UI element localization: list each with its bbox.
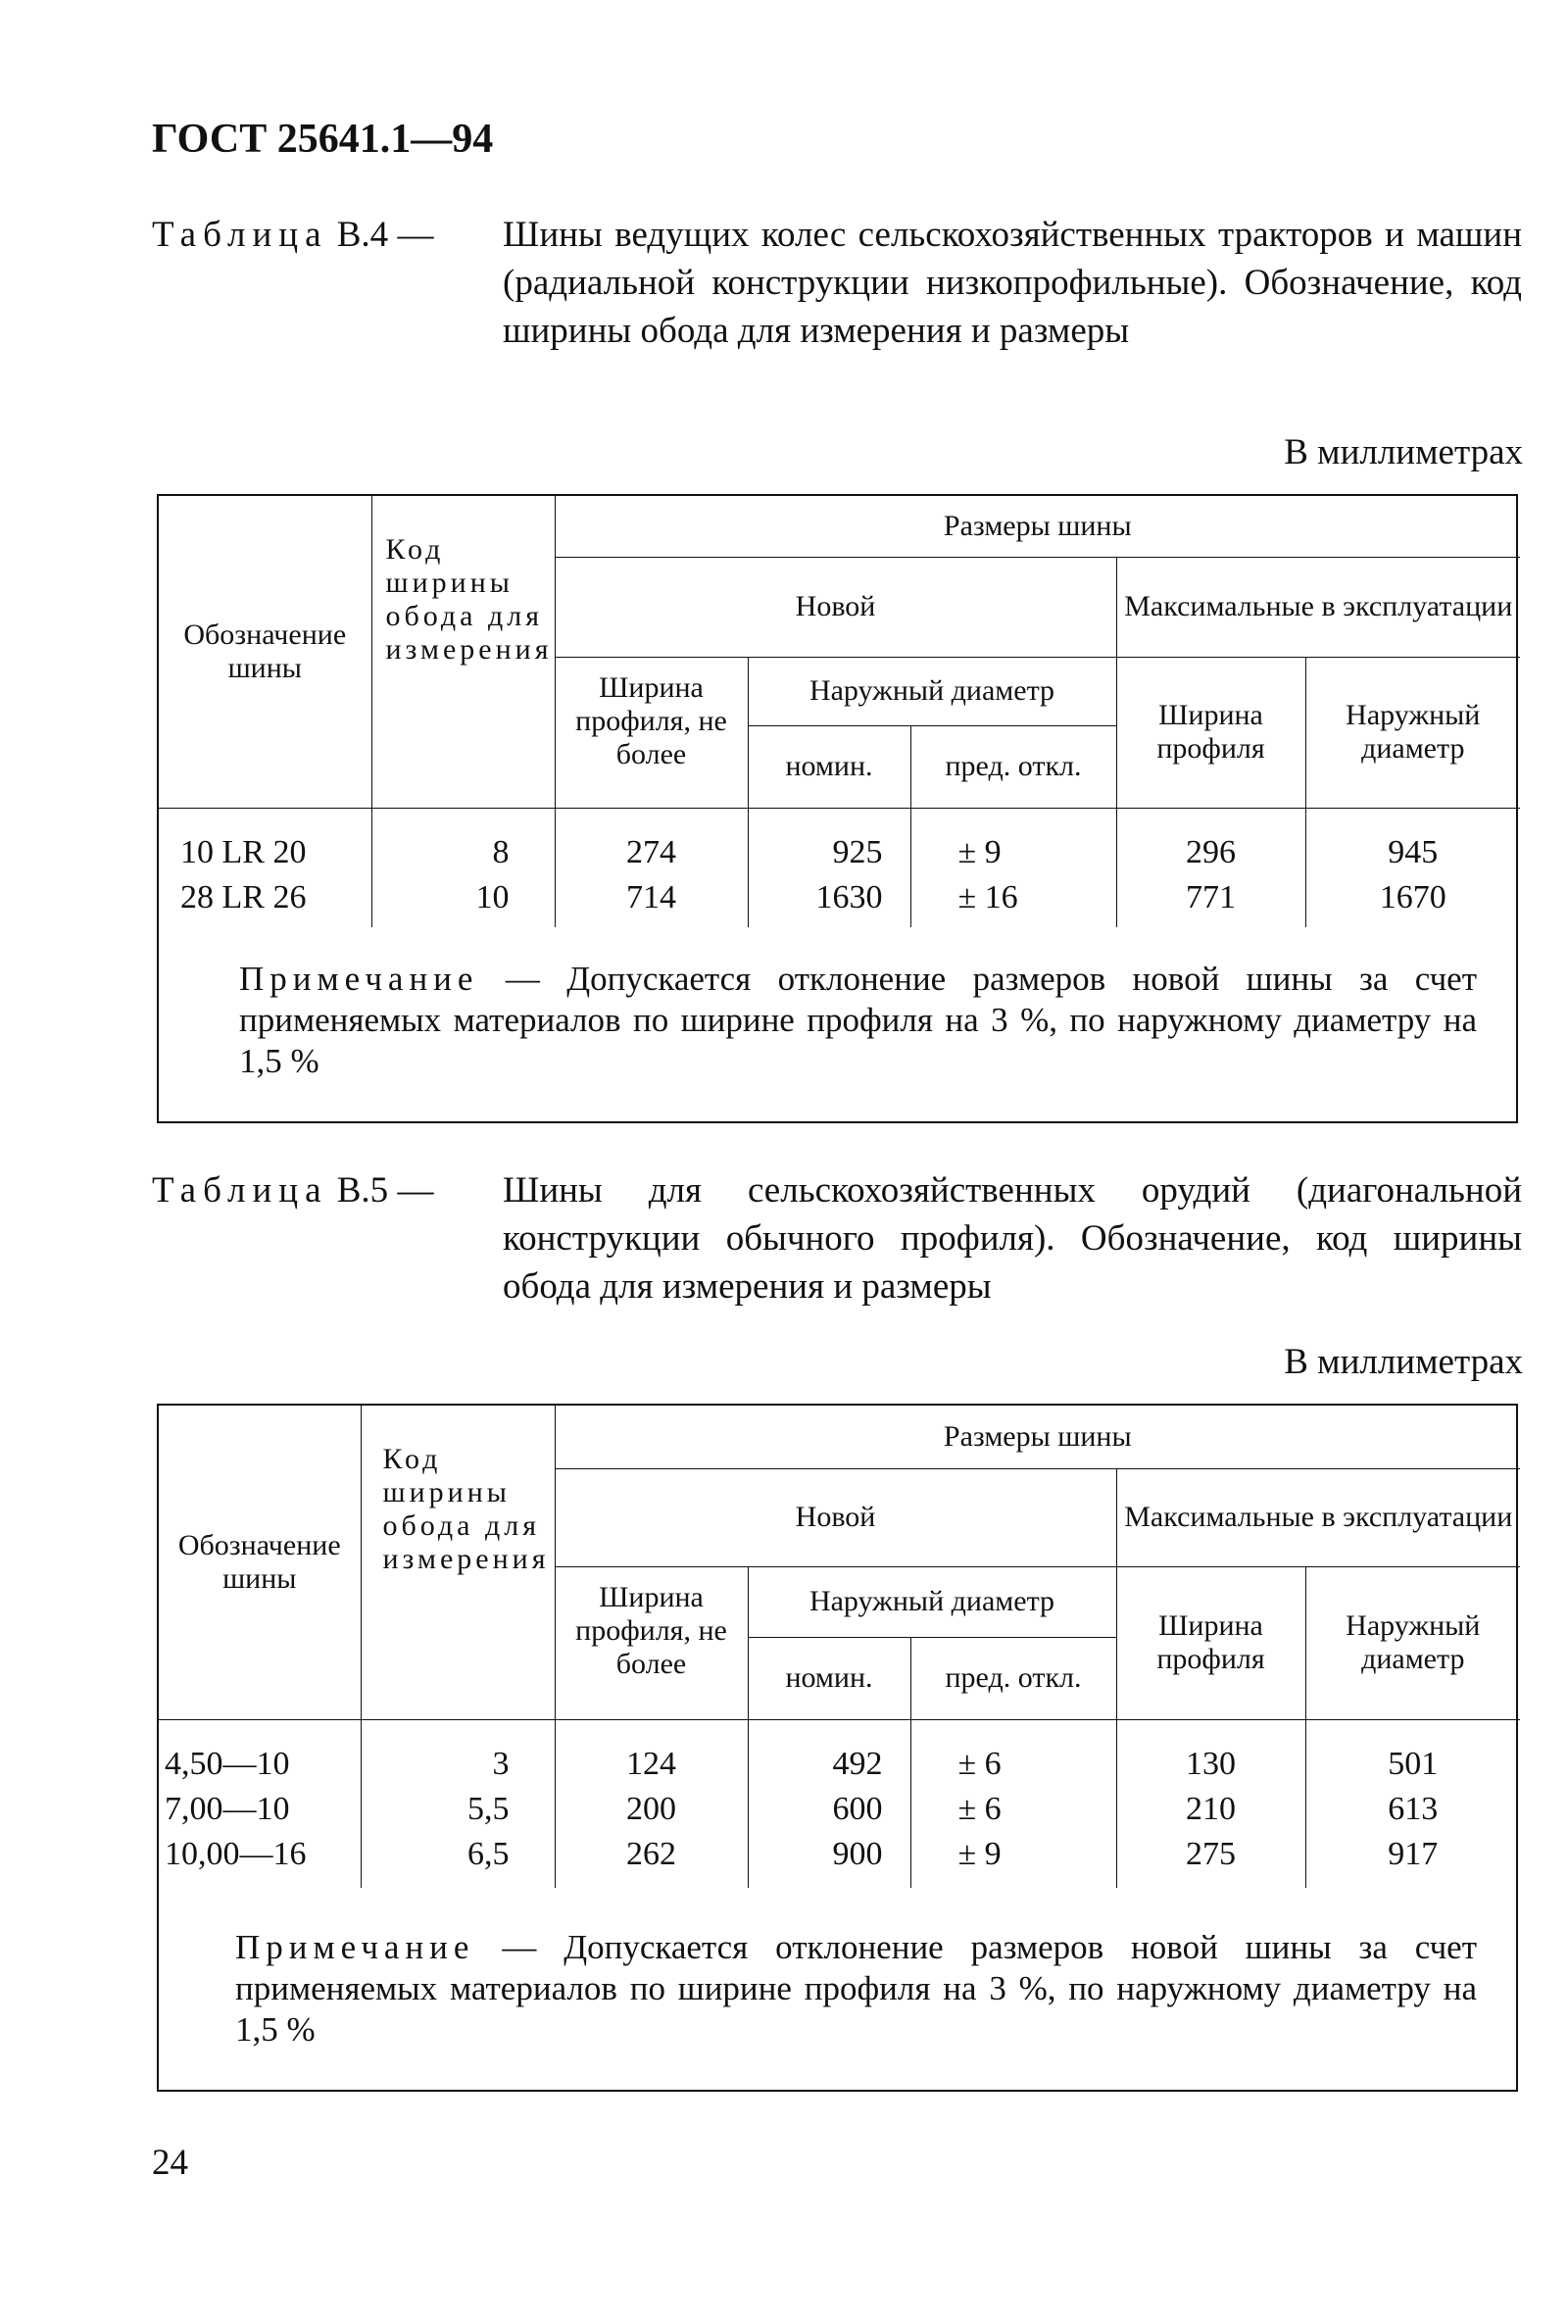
header-width-not-more: Ширина профиля, не более [555,1566,748,1719]
header-max-service: Максимальные в эксплуатации [1116,1468,1520,1566]
col-width: 274 714 [555,808,748,927]
spec-table [159,496,1520,927]
table-caption-b5 [152,1166,1524,1310]
header-rim-code: Код ширины обода для измерения [361,1406,555,1719]
header-new: Новой [555,1468,1116,1566]
note-text: — Допускается отклонение размеров новой шины за счет применяемых материалов по ширине профиля на 3 %, по наружному диаметру на 1,5 % [239,960,1478,1080]
table-note [159,927,1516,1106]
caption-number: В.5 [336,1170,389,1211]
caption-text: Шины ведущих колес сельскохозяйственных тракторов и машин (радиальной конструкции низкопрофильные). Обозначение, код ширины обода для измерения и размеры [503,215,1522,351]
col-max-width: 130 210 275 [1116,1719,1305,1888]
caption-number: В.4 [336,215,389,255]
col-width: 124 200 262 [555,1719,748,1888]
header-width-profile: Ширина профиля [1116,1566,1305,1719]
header-max-service: Максимальные в эксплуатации [1116,557,1520,657]
col-designation: 10 LR 20 28 LR 26 [159,808,371,927]
header-outer-diameter: Наружный диаметр [748,657,1116,725]
header-tolerance: пред. откл. [910,1637,1116,1719]
header-width-profile: Ширина профиля [1116,657,1305,808]
page-number: 24 [152,2143,188,2183]
units-label: В миллиметрах [1284,1342,1523,1382]
col-nominal: 492 600 900 [748,1719,910,1888]
header-nominal: номин. [748,725,910,808]
col-tolerance: ± 6 ± 6 ± 9 [910,1719,1116,1888]
caption-text: Шины для сельскохозяйственных орудий (диагональной конструкции обычного профиля). Обозначение, код ширины обода для измерения и размеры [503,1170,1522,1307]
col-rim-code: 8 10 [371,808,555,927]
header-outer-diam-max: Наружный диаметр [1305,657,1520,808]
spec-table [159,1406,1520,1888]
caption-dash: — [397,215,434,255]
table-b4 [157,494,1518,1123]
header-tire-sizes: Размеры шины [555,1406,1520,1468]
caption-label: Таблица [152,215,328,255]
note-text: — Допускается отклонение размеров новой шины за счет применяемых материалов по ширине профиля на 3 %, по наружному диаметру на 1,5 % [235,1928,1478,2049]
table-b5 [157,1404,1518,2092]
note-label: Примечание [235,1928,475,1966]
caption-dash: — [397,1170,434,1211]
caption-label: Таблица [152,1170,328,1211]
note-label: Примечание [239,960,479,998]
col-max-diam: 945 1670 [1305,808,1520,927]
header-new: Новой [555,557,1116,657]
col-nominal: 925 1630 [748,808,910,927]
header-tolerance: пред. откл. [910,725,1116,808]
table-caption-b4 [152,211,1524,355]
header-nominal: номин. [748,1637,910,1719]
header-designation: Обозначение шины [159,1406,361,1719]
table-body [159,808,1520,927]
header-width-not-more: Ширина профиля, не более [555,657,748,808]
table-body [159,1719,1520,1888]
col-max-diam: 501 613 917 [1305,1719,1520,1888]
table-note [159,1888,1516,2074]
header-tire-sizes: Размеры шины [555,496,1520,557]
document-title: ГОСТ 25641.1—94 [152,117,494,162]
header-outer-diameter: Наружный диаметр [748,1566,1116,1637]
col-max-width: 296 771 [1116,808,1305,927]
header-designation: Обозначение шины [159,496,371,808]
col-rim-code: 3 5,5 6,5 [361,1719,555,1888]
header-rim-code: Код ширины обода для измерения [371,496,555,808]
header-outer-diam-max: Наружный диаметр [1305,1566,1520,1719]
col-tolerance: ± 9 ± 16 [910,808,1116,927]
units-label: В миллиметрах [1284,432,1523,472]
col-designation: 4,50—10 7,00—10 10,00—16 [159,1719,361,1888]
